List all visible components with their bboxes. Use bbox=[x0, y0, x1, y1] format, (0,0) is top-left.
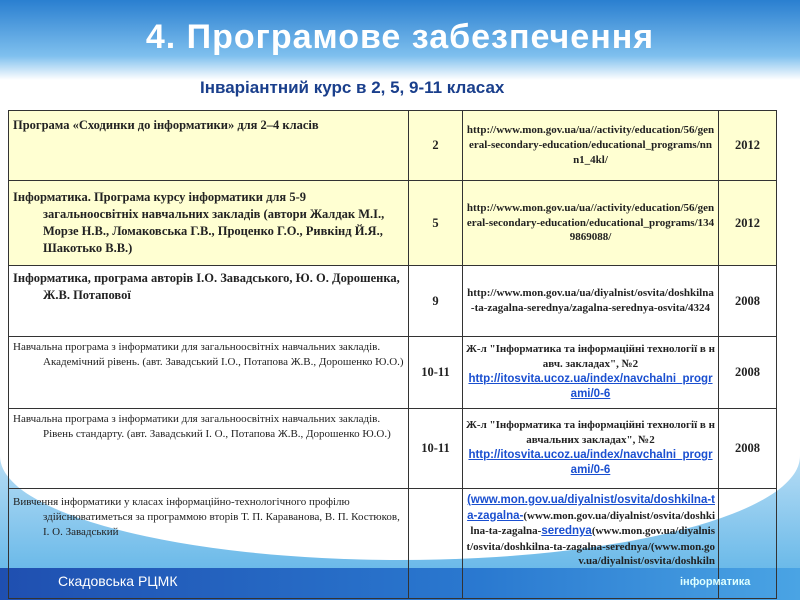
grade bbox=[409, 489, 463, 599]
source-link-2[interactable]: serednya bbox=[541, 525, 592, 538]
table-row bbox=[9, 266, 777, 337]
slide-subtitle: Інваріантний курс в 2, 5, 9-11 класах bbox=[200, 78, 505, 97]
source-text: (www.mon.gov.ua/diyalnist/osvita/doshkilna-ta-zagalna- bbox=[470, 509, 715, 538]
grade: 10-11 bbox=[409, 409, 463, 489]
grade: 10-11 bbox=[409, 337, 463, 409]
program-name: Інформатика, програма авторів І.О. Завадського, Ю. О. Дорошенка, Ж.В. Потапової bbox=[13, 271, 400, 302]
program-name: Вивчення інформатики у класах інформаційно-технологічного профілю здійснюватиметься за программою вторів Т. П. Караванова, В. П. Костюков, І. О. Завадський bbox=[13, 496, 400, 538]
slide-title: 4. Програмове забезпечення bbox=[145, 18, 655, 56]
year: 2008 bbox=[719, 266, 777, 337]
source-link[interactable]: http://itosvita.ucoz.ua/index/navchalni_programi/0-6 bbox=[468, 372, 713, 401]
year: 2012 bbox=[719, 181, 777, 266]
program-name: Навчальна програма з інформатики для загальноосвітніх навчальних закладів. Рівень стандарту. (авт. Завадський І. О., Потапова Ж.В., Дорошенко Ю.О.) bbox=[13, 413, 391, 440]
source-text: Ж-л "Інформатика та інформаційні технології в навчальних закладах", №2 bbox=[466, 419, 715, 446]
year: 2008 bbox=[719, 409, 777, 489]
footer-right-text: інформатика bbox=[680, 576, 751, 588]
table-row bbox=[9, 409, 777, 489]
grade: 2 bbox=[409, 111, 463, 181]
table-row bbox=[9, 337, 777, 409]
program-name: Програма «Сходинки до інформатики» для 2–4 класів bbox=[13, 118, 319, 132]
table-row bbox=[9, 111, 777, 181]
year: 2008 bbox=[719, 337, 777, 409]
source-url: http://www.mon.gov.ua/ua/diyalnist/osvita/doshkilna-ta-zagalna-serednya/zagalna-serednya-osvita/4324 bbox=[463, 266, 719, 337]
source-link[interactable]: http://itosvita.ucoz.ua/index/navchalni_programi/0-6 bbox=[468, 448, 713, 477]
source-url: http://www.mon.gov.ua/ua//activity/education/56/general-secondary-education/educational_programs/nnn1_4kl/ bbox=[463, 111, 719, 181]
programs-table bbox=[8, 110, 777, 599]
grade: 9 bbox=[409, 266, 463, 337]
source-text-2: (www.mon.gov.ua/diyalnist/osvita/doshkilna-ta-zagalna-serednya/(www.mon.gov.ua/diyalnist/osvita/doshkiln bbox=[466, 525, 715, 568]
footer-left-text: Скадовська РЦМК bbox=[58, 573, 178, 589]
program-name: Інформатика. Програма курсу інформатики для 5-9 загальноосвітніх навчальних закладів (автори Жалдак М.І., Морзе Н.В., Ломаковська Г.В., Проценко Г.О., Ривкінд Й.Я., Шакотько В.В.) bbox=[13, 190, 385, 255]
grade: 5 bbox=[409, 181, 463, 266]
year: 2012 bbox=[719, 111, 777, 181]
program-name: Навчальна програма з інформатики для загальноосвітніх навчальних закладів. Академічний рівень. (авт. Завадський І.О., Потапова Ж.В., Дорошенко Ю.О.) bbox=[13, 341, 404, 368]
source-link[interactable]: (www.mon.gov.ua/diyalnist/osvita/doshkilna-ta-zagalna- bbox=[467, 494, 715, 522]
source-text: Ж-л "Інформатика та інформаційні технології в навч. закладах", №2 bbox=[466, 343, 715, 370]
source-url: http://www.mon.gov.ua/ua//activity/education/56/general-secondary-education/educational_programs/1349869088/ bbox=[463, 181, 719, 266]
table-row bbox=[9, 181, 777, 266]
